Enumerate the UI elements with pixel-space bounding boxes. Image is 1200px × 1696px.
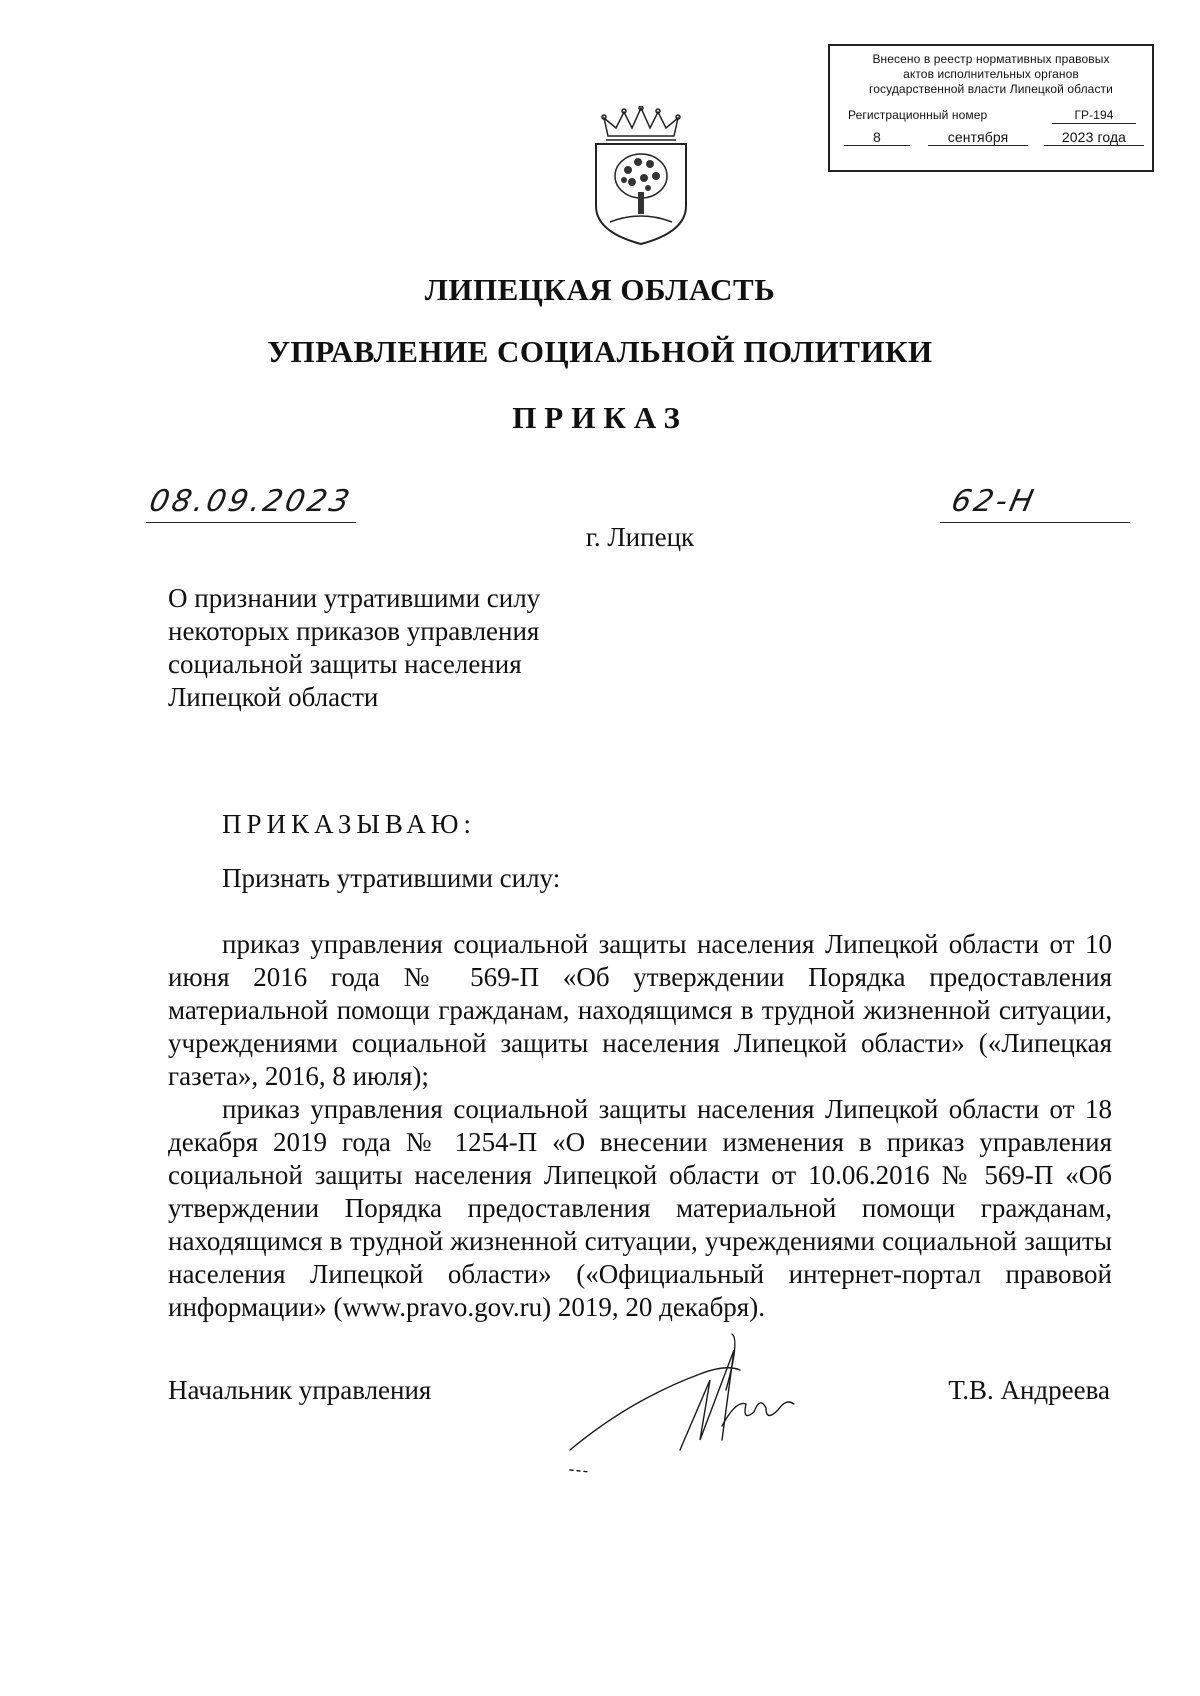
city-label: г. Липецк bbox=[585, 522, 695, 552]
handwritten-number: 62-Н bbox=[948, 484, 1040, 519]
subject-line-2: некоторых приказов управления bbox=[168, 616, 540, 646]
stamp-reg-number: ГР-194 bbox=[1052, 108, 1136, 124]
stamp-line-3: государственной власти Липецкой области bbox=[869, 82, 1113, 96]
stamp-day: 8 bbox=[844, 130, 910, 146]
stamp-line-2: актов исполнительных органов bbox=[903, 67, 1079, 81]
declare-text: Признать утратившими силу: bbox=[222, 863, 561, 893]
handwritten-date: 08.09.2023 bbox=[146, 484, 356, 519]
stamp-reg-label: Регистрационный номер bbox=[848, 108, 988, 122]
order-subject bbox=[168, 582, 540, 714]
order-heading: ПРИКАЗ bbox=[512, 400, 688, 435]
subject-line-3: социальной защиты населения bbox=[168, 649, 522, 679]
stamp-month: сентября bbox=[928, 130, 1028, 146]
paragraph-1: приказ управления социальной защиты населения Липецкой области от 10 июня 2016 года № 569-П «Об утверждении Порядка предоставления материальной помощи гражданам, находящимся в трудной жизненной ситуации, учреждениями социальной защиты населения Липецкой области» («Липецкая газета», 2016, 8 июля); bbox=[168, 929, 1112, 1091]
registration-stamp bbox=[828, 44, 1154, 172]
department-heading: УПРАВЛЕНИЕ СОЦИАЛЬНОЙ ПОЛИТИКИ bbox=[267, 334, 933, 369]
stamp-line-1: Внесено в реестр нормативных правовых bbox=[872, 52, 1110, 66]
orders-word: ПРИКАЗЫВАЮ: bbox=[222, 809, 476, 839]
signatory-position: Начальник управления bbox=[168, 1375, 432, 1405]
stamp-year: 2023 года bbox=[1044, 130, 1144, 146]
signatory-name: Т.В. Андреева bbox=[948, 1375, 1110, 1405]
paragraph-2: приказ управления социальной защиты населения Липецкой области от 18 декабря 2019 года № 1254-П «О внесении изменения в приказ управления социальной защиты населения Липецкой области от 10.06.2016 № 569-П «Об утверждении Порядка предоставления материальной помощи гражданам, находящимся в трудной жизненной ситуации, учреждениями социальной защиты населения Липецкой области» («Официальный интернет-портал правовой информации» (www.pravo.gov.ru) 2019, 20 декабря). bbox=[168, 1094, 1112, 1322]
coat-of-arms-icon bbox=[588, 106, 694, 248]
subject-line-1: О признании утратившими силу bbox=[168, 583, 541, 613]
handwritten-signature bbox=[550, 1330, 840, 1480]
region-heading: ЛИПЕЦКАЯ ОБЛАСТЬ bbox=[424, 272, 776, 307]
subject-line-4: Липецкой области bbox=[168, 682, 379, 712]
